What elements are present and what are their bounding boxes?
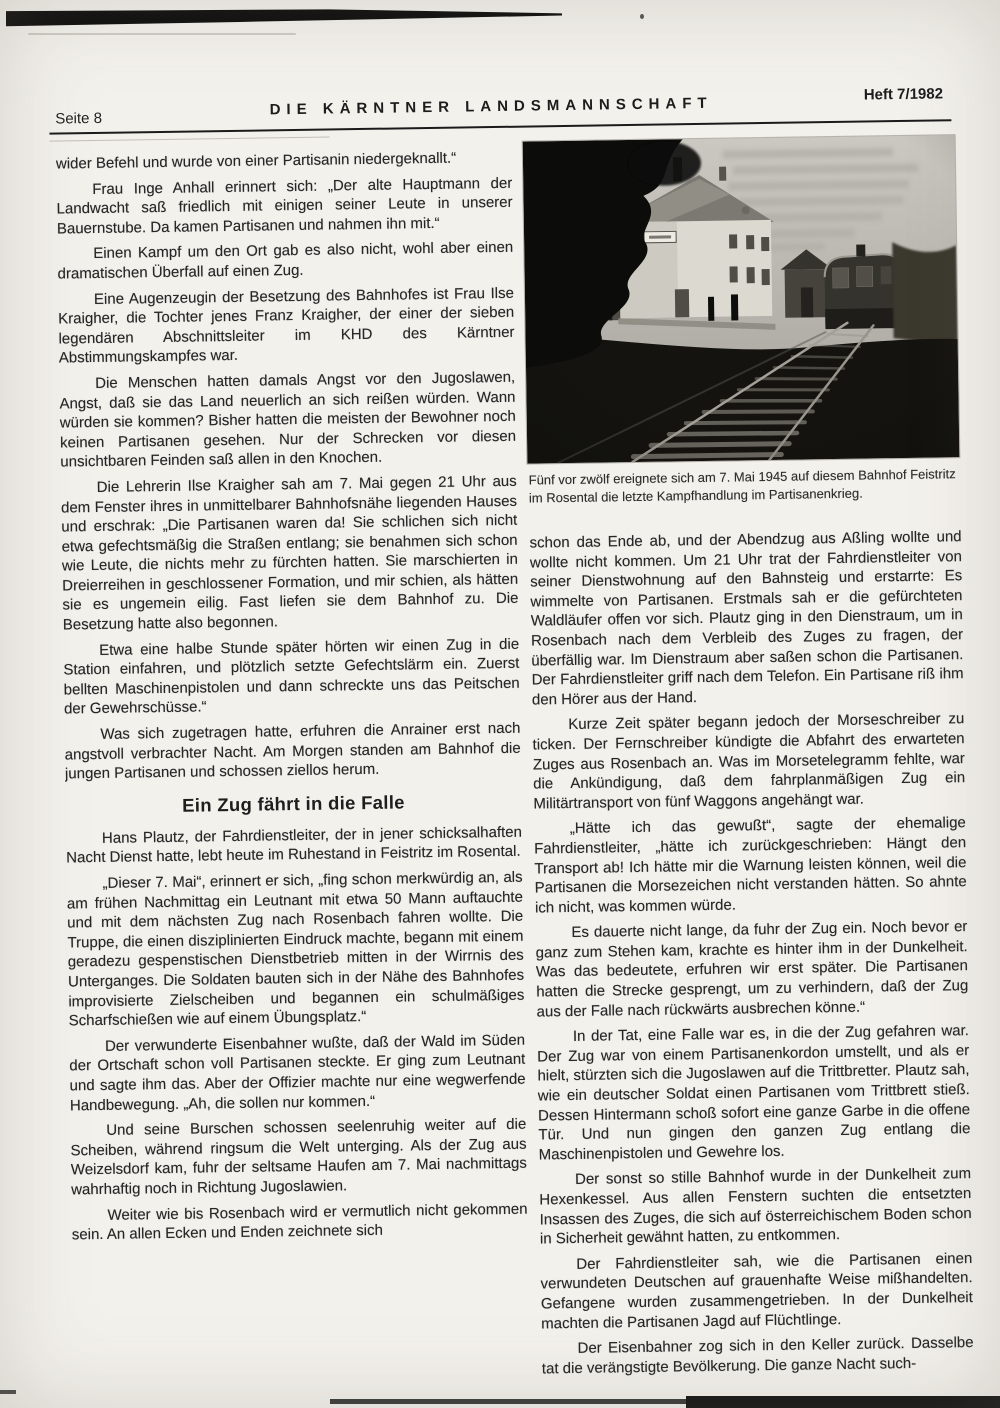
paragraph: Einen Kampf um den Ort gab es also nicht, wohl aber einen dramatischen Überfall auf einen Zug. xyxy=(57,239,514,283)
paragraph: In der Tat, eine Falle war es, in die der Zug gefahren war. Der Zug war von einem Partisanenkordon umstellt, und als er hielt, stürzten sich die Jugoslawen auf die Trittbretter. Plautz sah, wie ein deutscher Soldat einen Partisanen vom Trittbrett stieß. Dessen Hintermann schoß sofort eine ganze Garbe in die offene Tür. Und nun gingen den ganzen Zug entlang die Maschinenpistolen und Gewehre los. xyxy=(537,1022,971,1164)
photo-caption: Fünf vor zwölf ereignete sich am 7. Mai 1945 auf diesem Bahnhof Feistritz im Rosental die letzte Kampfhandlung im Partisanenkrieg. xyxy=(528,466,956,506)
paragraph: Es dauerte nicht lange, da fuhr der Zug ein. Noch bevor er ganz zum Stehen kam, krachte es hinter ihm in der Dunkelheit. Was das bedeutete, erfuhren wir erst später. Die Partisanen hatten die Strecke gesprengt, um zu verhindern, daß der Zug aus der Falle nach rückwärts ausbrechen könne.“ xyxy=(535,918,969,1021)
scan-artifact-bottom-left xyxy=(0,1390,16,1394)
left-column xyxy=(56,148,531,1407)
paragraph: Der Fahrdienstleiter sah, wie die Partisanen einen verwundeten Deutschen auf grauenhafte Weise mißhandelten. Gefangene wurden zusammengetrieben. In der Dunkelheit machten die Partisanen Jagd auf Flüchtlinge. xyxy=(540,1249,973,1333)
photo-vignette xyxy=(523,135,960,463)
paragraph: Die Menschen hatten damals Angst vor den Jugoslawen, Angst, daß sie das Land neuerlich an sich reißen würden. Wann würden sie kommen? Bisher hatten die meisten der Bewohner noch keinen Partisanen gesehen. Nur der Schrecken vor diesen unsichtbaren Feinden saß allen in den Knochen. xyxy=(59,368,517,471)
paragraph: Der verwunderte Eisenbahner wußte, daß der Wald im Süden der Ortschaft schon voll Partisanen steckte. Er ging zum Leutnant und sagte ihm das. Aber der Offizier machte nur eine wegwerfende Handbewegung. „Ah, die sollen nur kommen.“ xyxy=(69,1031,526,1114)
publication-title: DIE KÄRNTNER LANDSMANNSCHAFT xyxy=(269,94,713,119)
paragraph: wider Befehl und wurde von einer Partisanin niedergeknallt.“ xyxy=(55,149,457,173)
scan-smudge xyxy=(28,33,296,35)
paragraph: Der Eisenbahner zog sich in den Keller zurück. Dasselbe tat die verängstigte Bevölkerung. Die ganze Nacht such- xyxy=(541,1334,974,1378)
scan-artifact-bottom-bar xyxy=(330,1399,690,1404)
paragraph: Kurze Zeit später begann jedoch der Morseschreiber zu ticken. Der Fernschreiber kündigte die Abfahrt des erwarteten Zuges aus Rosenbach an. Was im Morsetelegramm fehlte, war die Ankündigung, daß dem fahrplanmäßigen Zug ein Militärtransport von fünf Waggons angehängt war. xyxy=(532,710,966,813)
paragraph: Was sich zugetragen hatte, erfuhren die Anrainer erst nach angstvoll verbrachter Nacht. Am Morgen standen am Bahnhof die jungen Partisanen und schossen ziellos herum. xyxy=(64,719,521,783)
paragraph: schon das Ende ab, und der Abendzug aus Aßling wollte und wollte nicht kommen. Um 21 Uhr trat der Fahrdienstleiter von seiner Dienstwohnung auf den Bahnsteig und erstarrte: Es wimmelte von Partisanen. Erstmals sah er die gefürchteten Waldläufer offen vor sich. Plautz ging in den Dienstraum, um in Rosenbach nach dem Verbleib des Zuges zu fragen, der überfällig war. Im Dienstraum aber saßen schon die Partisanen. Der Fahrdienstleiter griff nach dem Telefon. Ein Partisane riß ihm den Hörer aus der Hand. xyxy=(529,528,964,709)
paragraph: Eine Augenzeugin der Besetzung des Bahnhofes ist Frau Ilse Kraigher, die Tochter jenes Franz Kraigher, der einer der sieben legendären Abschnittsleiter im KHD des Kärntner Abstimmungskampfes war. xyxy=(58,284,515,367)
paragraph: Und seine Burschen schossen seelenruhig weiter auf die Scheiben, während ringsum die Welt unterging. Als der Zug aus Weizelsdorf kam, fuhr der seltsame Haufen am 7. Mai nachmittags wahrhaftig noch in Richtung Jugoslawien. xyxy=(70,1115,527,1199)
page-number: Seite 8 xyxy=(55,109,103,128)
header-rule xyxy=(49,119,951,134)
paragraph: Frau Inge Anhall erinnert sich: „Der alte Hauptmann der Landwacht saß friedlich mit einigen seiner Leute in unserer Bauernstube. Da kamen Partisanen und nahmen ihn mit.“ xyxy=(56,174,513,238)
issue-number: Heft 7/1982 xyxy=(863,85,944,104)
photo-bahnhof-feistritz xyxy=(523,135,960,463)
right-column xyxy=(529,527,974,1399)
paragraph: Die Lehrerin Ilse Kraigher sah am 7. Mai gegen 21 Uhr aus dem Fenster ihres in unmittelbarer Bahnhofsnähe liegenden Hauses und erschrak: „Die Partisanen waren da! Sie schlichen sich nicht etwa gefechtsmäßig die Straßen entlang; sie benahmen sich schon wie Leute, die nichts mehr zu fürchten hatten. Sie marschierten in Dreierreihen in geschlossener Formation, und mir schien, als hätten sie es ungemein eilig. Fast liefen sie dem Bahnhof zu. Die Besetzung hatte also begonnen. xyxy=(60,472,519,634)
header-rule-shadow xyxy=(50,136,330,141)
paragraph: Etwa eine halbe Stunde später hörten wir einen Zug in die Station einfahren, und plötzlich setzte Gefechtslärm ein. Zuerst bellten Maschinenpistolen und dann schreckte uns das Peitschen der Gewehrschüsse.“ xyxy=(63,635,520,718)
paragraph: Hans Plautz, der Fahrdienstleiter, der in jener schicksalhaften Nacht Dienst hatte, lebt heute im Ruhestand in Feistritz im Rosental. xyxy=(66,823,523,867)
scan-artifact-bottom-bar xyxy=(686,1396,1000,1408)
paragraph: Weiter wie bis Rosenbach wird er vermutlich nicht gekommen sein. An allen Ecken und Enden zeichnete sich xyxy=(71,1200,528,1244)
scan-speck xyxy=(640,14,644,19)
photo-illustration xyxy=(523,135,960,463)
paragraph: „Dieser 7. Mai“, erinnert er sich, „fing schon merkwürdig an, als am frühen Nachmittag ein Leutnant mit etwa 50 Mann auftauchte und mit dem nächsten Zug nach Rosenbach fahren wollte. Die Truppe, die einen disziplinierten Eindruck machte, begann mit einem geradezu gespenstischen Dienstbetrieb mitten in der Wirrnis des Unterganges. Die Soldaten bauten sich in der Nähe des Bahnhofes improvisierte Zielscheiben und begannen ein schulmäßiges Scharfschießen wie auf einem Übungsplatz.“ xyxy=(66,868,525,1030)
paragraph: Der sonst so stille Bahnhof wurde in der Dunkelheit zum Hexenkessel. Aus allen Fenstern suchten die entsetzten Insassen des Zuges, die sich auf österreichischem Boden schon in Sicherheit gewähnt hatten, zu entkommen. xyxy=(539,1165,972,1248)
section-heading: Ein Zug fährt in die Falle xyxy=(181,791,405,816)
paragraph: „Hätte ich das gewußt“, sagte der ehemalige Fahrdienstleiter, „hätte ich zurückgeschrieben: Hängt den Transport ab! Ich hätte mir die Warnung leisten können, weil die Partisanen die Morsezeichen nicht verstanden hätten. So ahnte ich nicht, was kommen würde. xyxy=(534,814,967,917)
